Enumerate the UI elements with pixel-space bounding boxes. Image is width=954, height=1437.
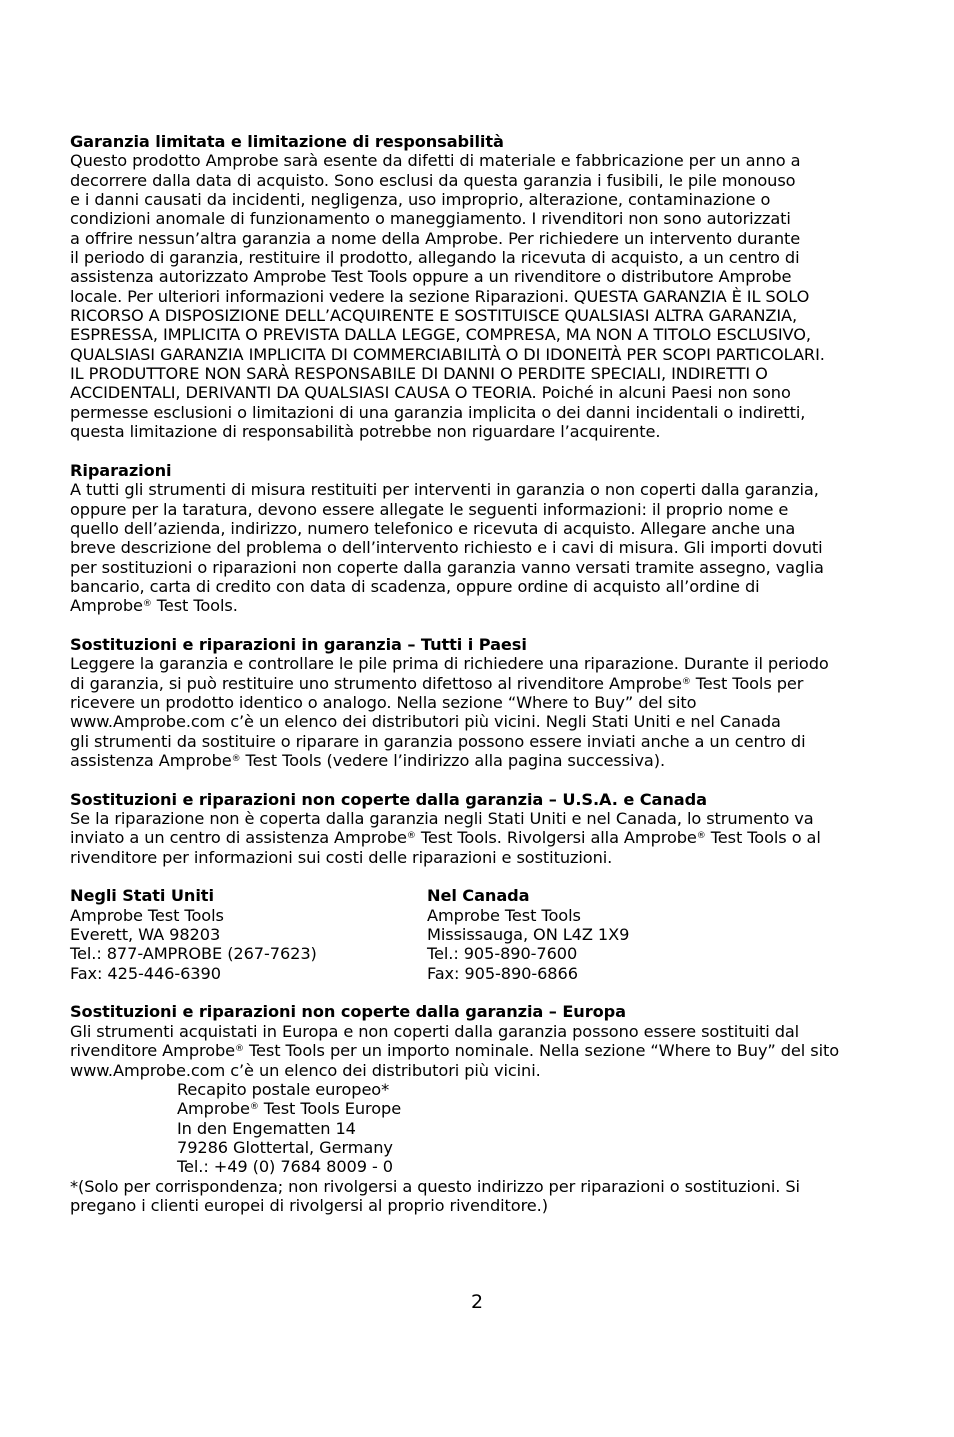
- europe-address-line: Recapito postale europeo*: [177, 1079, 390, 1099]
- registered-mark: ®: [681, 676, 691, 687]
- europe-note-line: pregano i clienti europei di rivolgersi al proprio rivenditore.): [70, 1195, 548, 1215]
- europe-phone: Tel.: +49 (0) 7684 8009 - 0: [177, 1157, 393, 1177]
- registered-mark: ®: [249, 1102, 259, 1113]
- repairs-line: quello dell’azienda, indirizzo, numero telefonico e ricevuta di acquisto. Allegare anche una: [70, 518, 796, 538]
- warranty-line: e i danni causati da incidenti, negligenza, uso improprio, alterazione, contaminazione o: [70, 190, 771, 210]
- non-warranty-europe-section: [70, 1002, 882, 1215]
- line-part: rivenditore Amprobe: [70, 1041, 236, 1061]
- europe-address-line: 79286 Glottertal, Germany: [177, 1137, 393, 1157]
- brand-text: Amprobe: [70, 596, 143, 616]
- line-part: Test Tools. Rivolgersi alla Amprobe: [415, 828, 697, 848]
- non-warranty-europe-heading: Sostituzioni e riparazioni non coperte dalla garanzia – Europa: [70, 1002, 626, 1022]
- canada-address-line: Mississauga, ON L4Z 1X9: [427, 925, 630, 945]
- warranty-repairs-line: [70, 674, 882, 693]
- canada-fax: Fax: 905-890-6866: [427, 963, 578, 983]
- warranty-line: QUALSIASI GARANZIA IMPLICITA DI COMMERCIABILITÀ O DI IDONEITÀ PER SCOPI PARTICOLARI.: [70, 344, 825, 364]
- registered-mark: ®: [235, 1044, 244, 1055]
- us-address-line: Everett, WA 98203: [70, 925, 221, 945]
- repairs-line-end: Test Tools.: [151, 596, 238, 616]
- warranty-line: IL PRODUTTORE NON SARÀ RESPONSABILE DI DANNI O PERDITE SPECIALI, INDIRETTI O: [70, 364, 768, 384]
- us-address: [70, 886, 427, 983]
- warranty-line: condizioni anomale di funzionamento o maneggiamento. I rivenditori non sono autorizzati: [70, 209, 791, 229]
- warranty-line: permesse esclusioni o limitazioni di una garanzia implicita o dei danni incidentali o indiretti,: [70, 402, 806, 422]
- registered-mark: ®: [142, 599, 152, 610]
- warranty-repairs-line: www.Amprobe.com c’è un elenco dei distributori più vicini. Negli Stati Uniti e nel Canada: [70, 712, 781, 732]
- warranty-repairs-line: [70, 751, 882, 770]
- warranty-repairs-line: Leggere la garanzia e controllare le pile prima di richiedere una riparazione. Durante il periodo: [70, 654, 829, 674]
- warranty-line: decorrere dalla data di acquisto. Sono esclusi da questa garanzia i fusibili, le pile monouso: [70, 170, 796, 190]
- non-warranty-usa-line: [70, 828, 882, 847]
- line-part: di garanzia, si può restituire uno strumento difettoso al rivenditore Amprobe: [70, 673, 682, 693]
- non-warranty-usa-line: Se la riparazione non è coperta dalla garanzia negli Stati Uniti e nel Canada, lo strumento va: [70, 809, 814, 829]
- europe-line: www.Amprobe.com c’è un elenco dei distributori più vicini.: [70, 1060, 541, 1080]
- europe-line: [70, 1041, 882, 1060]
- warranty-line: il periodo di garanzia, restituire il prodotto, allegando la ricevuta di acquisto, a un centro di: [70, 248, 800, 268]
- europe-address-line: In den Engematten 14: [177, 1118, 356, 1138]
- non-warranty-usa-heading: Sostituzioni e riparazioni non coperte dalla garanzia – U.S.A. e Canada: [70, 789, 707, 809]
- us-address-heading: Negli Stati Uniti: [70, 886, 214, 906]
- line-part: assistenza Amprobe: [70, 751, 232, 770]
- warranty-repairs-heading: Sostituzioni e riparazioni in garanzia – Tutti i Paesi: [70, 634, 527, 654]
- warranty-line: assistenza autorizzato Amprobe Test Tools oppure a un rivenditore o distributore Amprobe: [70, 267, 792, 287]
- address-columns: [70, 886, 882, 983]
- warranty-heading: Garanzia limitata e limitazione di responsabilità: [70, 132, 504, 151]
- registered-mark: ®: [406, 831, 416, 842]
- europe-note-line: *(Solo per corrispondenza; non rivolgersi a questo indirizzo per riparazioni o sostituzioni. Si: [70, 1176, 800, 1196]
- us-address-line: Amprobe Test Tools: [70, 905, 224, 925]
- warranty-line: ACCIDENTALI, DERIVANTI DA QUALSIASI CAUSA O TEORIA. Poiché in alcuni Paesi non sono: [70, 383, 791, 403]
- warranty-line: ESPRESSA, IMPLICITA O PREVISTA DALLA LEGGE, COMPRESA, MA NON A TITOLO ESCLUSIVO,: [70, 325, 811, 345]
- registered-mark: ®: [696, 831, 706, 842]
- warranty-line: a offrire nessun’altra garanzia a nome della Amprobe. Per richiedere un intervento durante: [70, 228, 801, 248]
- europe-address-line: [70, 1099, 882, 1118]
- canada-address: [427, 886, 882, 983]
- repairs-line: breve descrizione del problema o dell’intervento richiesto e i cavi di misura. Gli importi dovuti: [70, 538, 823, 558]
- warranty-line: questa limitazione di responsabilità potrebbe non riguardare l’acquirente.: [70, 422, 661, 442]
- line-part: Test Tools (vedere l’indirizzo alla pagina successiva).: [240, 751, 666, 770]
- repairs-line: [70, 596, 882, 615]
- line-part: Test Tools per: [690, 673, 804, 693]
- warranty-section: [70, 132, 882, 442]
- page-number: 2: [470, 1291, 484, 1313]
- line-part: inviato a un centro di assistenza Amprobe: [70, 828, 407, 848]
- repairs-line: A tutti gli strumenti di misura restituiti per interventi in garanzia o non coperti dalla garanzia,: [70, 480, 819, 500]
- line-part: Amprobe: [177, 1099, 250, 1119]
- europe-line: Gli strumenti acquistati in Europa e non coperti dalla garanzia possono essere sostituiti dal: [70, 1021, 800, 1041]
- line-part: Test Tools o al: [705, 828, 821, 848]
- us-fax: Fax: 425-446-6390: [70, 963, 221, 983]
- line-part: Test Tools Europe: [258, 1099, 402, 1119]
- non-warranty-usa-line: rivenditore per informazioni sui costi delle riparazioni e sostituzioni.: [70, 847, 613, 867]
- canada-address-heading: Nel Canada: [427, 886, 530, 906]
- warranty-line: locale. Per ulteriori informazioni vedere la sezione Riparazioni. QUESTA GARANZIA È IL SOLO: [70, 286, 810, 306]
- repairs-heading: Riparazioni: [70, 460, 172, 480]
- non-warranty-usa-section: [70, 790, 882, 867]
- canada-phone: Tel.: 905-890-7600: [427, 944, 578, 964]
- warranty-repairs-line: gli strumenti da sostituire o riparare in garanzia possono essere inviati anche a un centro di: [70, 731, 806, 751]
- repairs-section: [70, 461, 882, 616]
- us-phone: Tel.: 877-AMPROBE (267-7623): [70, 944, 317, 964]
- warranty-line: RICORSO A DISPOSIZIONE DELL’ACQUIRENTE E SOSTITUISCE QUALSIASI ALTRA GARANZIA,: [70, 306, 798, 326]
- registered-mark: ®: [231, 754, 241, 764]
- line-part: Test Tools per un importo nominale. Nella sezione “Where to Buy” del sito: [243, 1041, 840, 1061]
- warranty-repairs-line: ricevere un prodotto identico o analogo. Nella sezione “Where to Buy” del sito: [70, 692, 697, 712]
- warranty-repairs-section: [70, 635, 882, 770]
- canada-address-line: Amprobe Test Tools: [427, 905, 581, 925]
- warranty-line: Questo prodotto Amprobe sarà esente da difetti di materiale e fabbricazione per un anno a: [70, 151, 801, 171]
- repairs-line: bancario, carta di credito con data di scadenza, oppure ordine di acquisto all’ordine di: [70, 576, 760, 596]
- document-body: [70, 132, 882, 1235]
- repairs-line: oppure per la taratura, devono essere allegate le seguenti informazioni: il proprio nome e: [70, 499, 789, 519]
- repairs-line: per sostituzioni o riparazioni non coperte dalla garanzia vanno versati tramite assegno, vaglia: [70, 557, 824, 577]
